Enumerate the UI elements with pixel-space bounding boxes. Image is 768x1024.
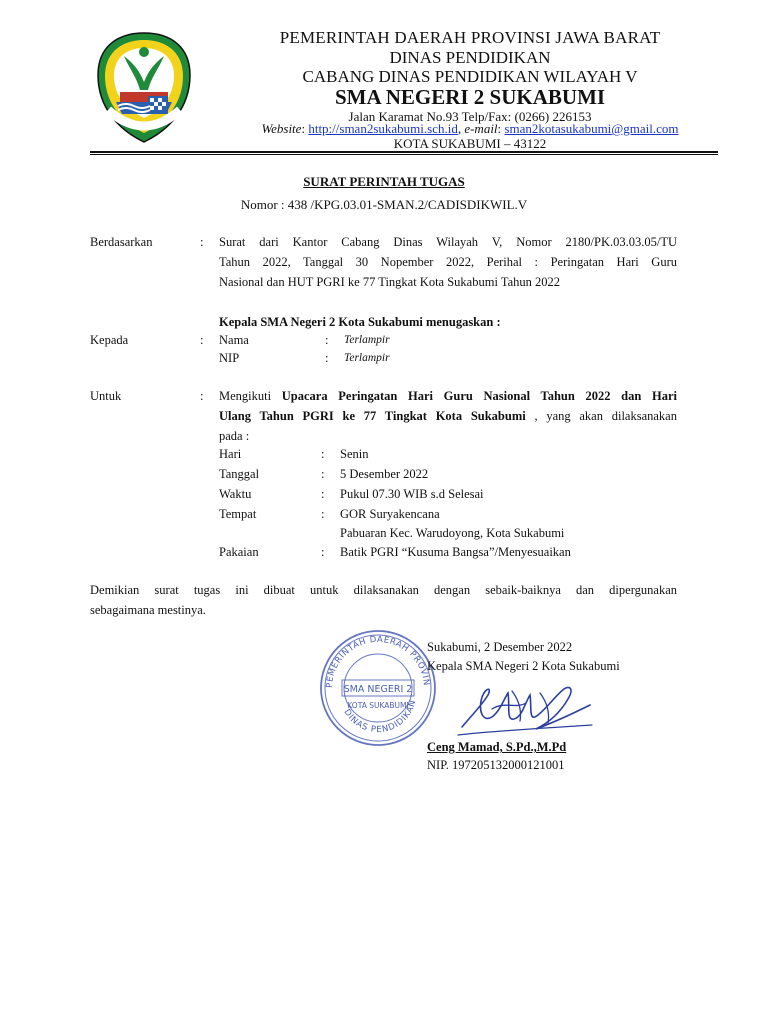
- nip-label: NIP: [219, 351, 240, 365]
- website-link[interactable]: http://sman2sukabumi.sch.id: [308, 121, 458, 136]
- kepada-label: Kepada: [90, 333, 129, 347]
- instruction-text: Kepala SMA Negeri 2 Kota Sukabumi menugaskan :: [219, 315, 501, 329]
- header-rule-thick: [90, 151, 718, 153]
- nama-label: Nama: [219, 333, 249, 347]
- hari-value: Senin: [340, 447, 369, 461]
- stamp-center-line-1: SMA NEGERI 2: [343, 684, 413, 695]
- untuk-line-2: [219, 406, 677, 426]
- untuk-line-3: pada :: [219, 429, 250, 443]
- untuk-text-cont: , yang akan dilaksanakan: [525, 409, 677, 423]
- nama-value: Terlampir: [344, 334, 390, 346]
- colon: :: [325, 333, 329, 347]
- signatory-nip: NIP. 197205132000121001: [427, 758, 565, 772]
- tempat-value: GOR Suryakencana: [340, 507, 440, 521]
- tanggal-value: 5 Desember 2022: [340, 467, 429, 481]
- waktu-value: Pukul 07.30 WIB s.d Selesai: [340, 487, 484, 501]
- header-rule-thin: [90, 154, 718, 155]
- hari-label: Hari: [219, 447, 242, 461]
- stamp-outer-text: PEMERINTAH DAERAH PROVIN: [324, 634, 432, 689]
- tempat-address: Pabuaran Kec. Warudoyong, Kota Sukabumi: [340, 526, 565, 540]
- letter-number: Nomor : 438 /KPG.03.01-SMAN.2/CADISDIKWIL.V: [240, 197, 528, 212]
- colon: :: [325, 351, 329, 365]
- colon: :: [200, 235, 204, 249]
- official-stamp: [318, 628, 438, 748]
- stamp-bottom-text: DINAS PENDIDIKAN: [341, 698, 419, 736]
- stamp-center-line-2: KOTA SUKABUMI: [347, 701, 409, 710]
- email-label: e-mail: [464, 121, 498, 136]
- signature-place-date: Sukabumi, 2 Desember 2022: [427, 640, 573, 654]
- pakaian-label: Pakaian: [219, 545, 259, 559]
- contact-line: Website: http://sman2sukabumi.sch.id, e-mail: sman2kotasukabumi@gmail.com: [261, 121, 679, 136]
- event-name: Upacara Peringatan Hari Guru Nasional Tahun 2022 dan Hari: [281, 389, 677, 403]
- signature-position: Kepala SMA Negeri 2 Kota Sukabumi: [427, 659, 620, 673]
- school-address: Jalan Karamat No.93 Telp/Fax: (0266) 226153: [348, 109, 592, 124]
- school-name: SMA NEGERI 2 SUKABUMI: [334, 85, 606, 109]
- gov-line-2: DINAS PENDIDIKAN: [389, 48, 551, 67]
- colon: :: [321, 467, 325, 481]
- colon: :: [321, 447, 325, 461]
- tanggal-label: Tanggal: [219, 467, 260, 481]
- handwritten-signature: [452, 665, 602, 745]
- colon: :: [200, 333, 204, 347]
- website-label: Website: [261, 121, 302, 136]
- colon: :: [200, 389, 204, 403]
- berdasarkan-line-3: Nasional dan HUT PGRI ke 77 Tingkat Kota Sukabumi Tahun 2022: [219, 275, 561, 289]
- closing-line-1: Demikian surat tugas ini dibuat untuk dilaksanakan dengan sebaik-baiknya dan dipergunakan: [90, 583, 677, 597]
- untuk-label: Untuk: [90, 389, 122, 403]
- closing-line-2: sebagaimana mestinya.: [90, 603, 206, 617]
- colon: :: [321, 507, 325, 521]
- gov-line-3: CABANG DINAS PENDIDIKAN WILAYAH V: [302, 67, 638, 86]
- berdasarkan-line-2: Tahun 2022, Tanggal 30 Nopember 2022, Perihal : Peringatan Hari Guru: [219, 255, 677, 269]
- pakaian-value: Batik PGRI “Kusuma Bangsa”/Menyesuaikan: [340, 545, 571, 559]
- city-line: KOTA SUKABUMI – 43122: [393, 136, 547, 151]
- nip-value: Terlampir: [344, 352, 390, 364]
- berdasarkan-line-1: Surat dari Kantor Cabang Dinas Wilayah V, Nomor 2180/PK.03.03.05/TU: [219, 235, 677, 249]
- colon: :: [321, 487, 325, 501]
- gov-line-1: PEMERINTAH DAERAH PROVINSI JAWA BARAT: [279, 28, 661, 47]
- letter-title: SURAT PERINTAH TUGAS: [303, 174, 465, 189]
- berdasarkan-label: Berdasarkan: [90, 235, 153, 249]
- colon: :: [321, 545, 325, 559]
- jawa-barat-logo: [94, 30, 194, 145]
- untuk-text: Mengikuti: [219, 389, 272, 403]
- signatory-name: Ceng Mamad, S.Pd.,M.Pd: [427, 740, 567, 754]
- untuk-line-1: [219, 386, 677, 406]
- tempat-label: Tempat: [219, 507, 257, 521]
- waktu-label: Waktu: [219, 487, 252, 501]
- email-link[interactable]: sman2kotasukabumi@gmail.com: [504, 121, 679, 136]
- event-name-cont: Ulang Tahun PGRI ke 77 Tingkat Kota Sukabumi: [219, 409, 526, 423]
